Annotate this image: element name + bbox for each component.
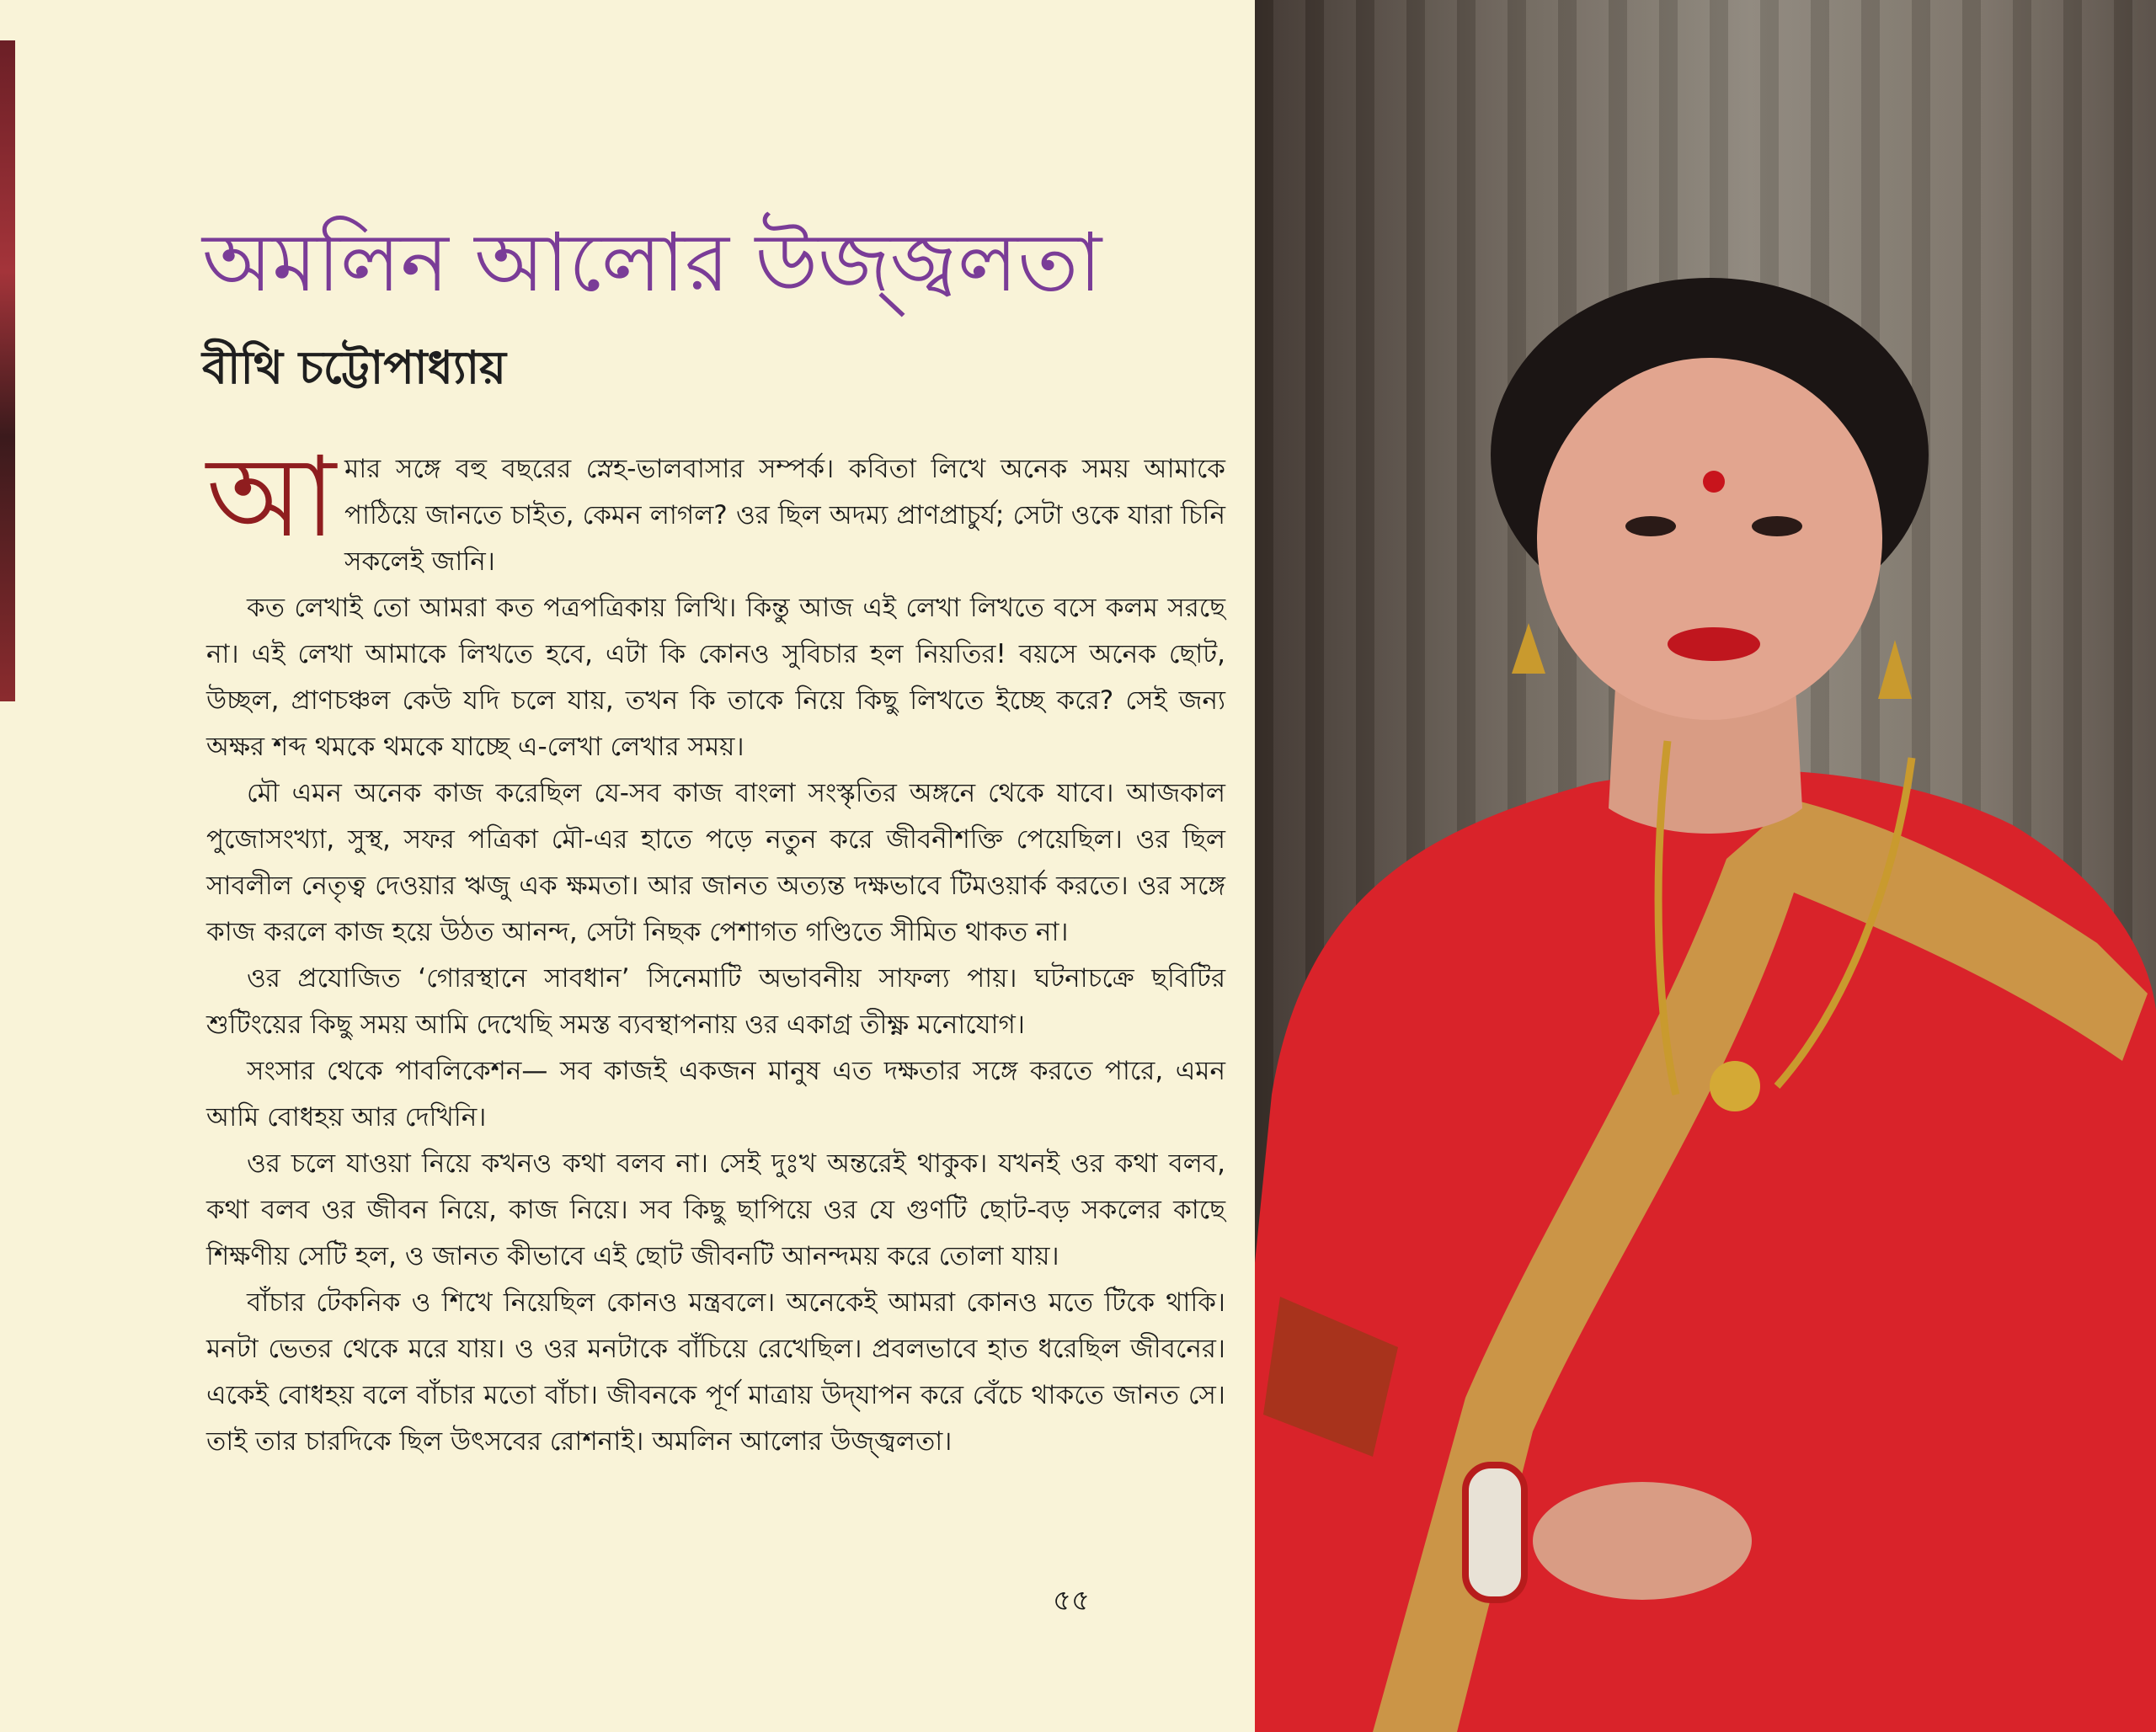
article-paragraph-3: মৌ এমন অনেক কাজ করেছিল যে-সব কাজ বাংলা সংস্কৃতির অঙ্গনে থেকে যাবে। আজকাল পুজোসংখ্যা, সুস্থ, সফর পত্রিকা মৌ-এর হাতে পড়ে নতুন করে জীবনীশক্তি পেয়েছিল। ওর ছিল সাবলীল নেতৃত্ব দেওয়ার ঋজু এক ক্ষমতা। আর জানত অত্যন্ত দক্ষভাবে টিমওয়ার্ক করতে। ওর সঙ্গে কাজ করলে কাজ হয়ে উঠত আনন্দ, সেটা নিছক পেশাগত গণ্ডিতে সীমিত থাকত না। (206, 778, 1225, 947)
article-paragraph-4: ওর প্রযোজিত ‘গোরস্থানে সাবধান’ সিনেমাটি অভাবনীয় সাফল্য পায়। ঘটনাচক্রে ছবিটির শুটিংয়ের কিছু সময় আমি দেখেছি সমস্ত ব্যবস্থাপনায় ওর একাগ্র তীক্ষ্ণ মনোযোগ। (206, 963, 1225, 1040)
portrait-illustration (1255, 0, 2156, 1732)
article-paragraph-7: বাঁচার টেকনিক ও শিখে নিয়েছিল কোনও মন্ত্রবলে। অনেকেই আমরা কোনও মতে টিকে থাকি। মনটা ভেতর থেকে মরে যায়। ও ওর মনটাকে বাঁচিয়ে রেখেছিল। প্রবলভাবে হাত ধরেছিল জীবনের। একেই বোধহয় বলে বাঁচার মতো বাঁচা। জীবনকে পূর্ণ মাত্রায় উদ্‌যাপন করে বেঁচে থাকতে জানত সে। তাই তার চারদিকে ছিল উৎসবের রোশনাই। অমলিন আলোর উজ্জ্বলতা। (206, 1287, 1225, 1457)
right-earring (1878, 640, 1912, 699)
article-paragraph-1 (206, 433, 1225, 585)
paragraph-text: মার সঙ্গে বহু বছরের স্নেহ-ভালবাসার সম্পর্ক। কবিতা লিখে অনেক সময় আমাকে পাঠিয়ে জানতে চাইত, কেমন লাগল? ওর ছিল অদম্য প্রাণপ্রাচুর্য; সেটা ওকে যারা চিনি সকলেই জানি। (344, 454, 1225, 577)
page-number: ৫৫ (1053, 1584, 1091, 1617)
author-name: বীথি চট্টোপাধ্যায় (202, 341, 506, 394)
left-eye (1625, 516, 1676, 536)
face (1537, 358, 1882, 720)
drop-cap: আ (206, 433, 336, 562)
adjacent-page-edge (0, 40, 15, 701)
portrait-photo (1255, 0, 2156, 1732)
bindi (1703, 471, 1725, 493)
article-title: অমলিন আলোর উজ্জ্বলতা (202, 216, 1102, 310)
pendant (1710, 1061, 1760, 1111)
article-body (206, 433, 1225, 1465)
lips (1668, 627, 1760, 661)
article-paragraph-5: সংসার থেকে পাবলিকেশন— সব কাজই একজন মানুষ এত দক্ষতার সঙ্গে করতে পারে, এমন আমি বোধহয় আর দেখিনি। (206, 1056, 1225, 1132)
article-paragraph-6: ওর চলে যাওয়া নিয়ে কখনও কথা বলব না। সেই দুঃখ অন্তরেই থাকুক। যখনই ওর কথা বলব, কথা বলব ওর জীবন নিয়ে, কাজ নিয়ে। সব কিছু ছাপিয়ে ওর যে গুণটি ছোট-বড় সকলের কাছে শিক্ষণীয় সেটি হল, ও জানত কীভাবে এই ছোট জীবনটি আনন্দময় করে তোলা যায়। (206, 1148, 1225, 1271)
article-paragraph-2: কত লেখাই তো আমরা কত পত্রপত্রিকায় লিখি। কিন্তু আজ এই লেখা লিখতে বসে কলম সরছে না। এই লেখা আমাকে লিখতে হবে, এটা কি কোনও সুবিচার হল নিয়তির! বয়সে অনেক ছোট, উচ্ছল, প্রাণচঞ্চল কেউ যদি চলে যায়, তখন কি তাকে নিয়ে কিছু লিখতে ইচ্ছে করে? সেই জন্য অক্ষর শব্দ থমকে থমকে যাচ্ছে এ-লেখা লেখার সময়। (206, 593, 1225, 762)
left-earring (1512, 623, 1545, 674)
bangles (1465, 1465, 1524, 1600)
right-eye (1752, 516, 1802, 536)
hands (1533, 1482, 1752, 1600)
